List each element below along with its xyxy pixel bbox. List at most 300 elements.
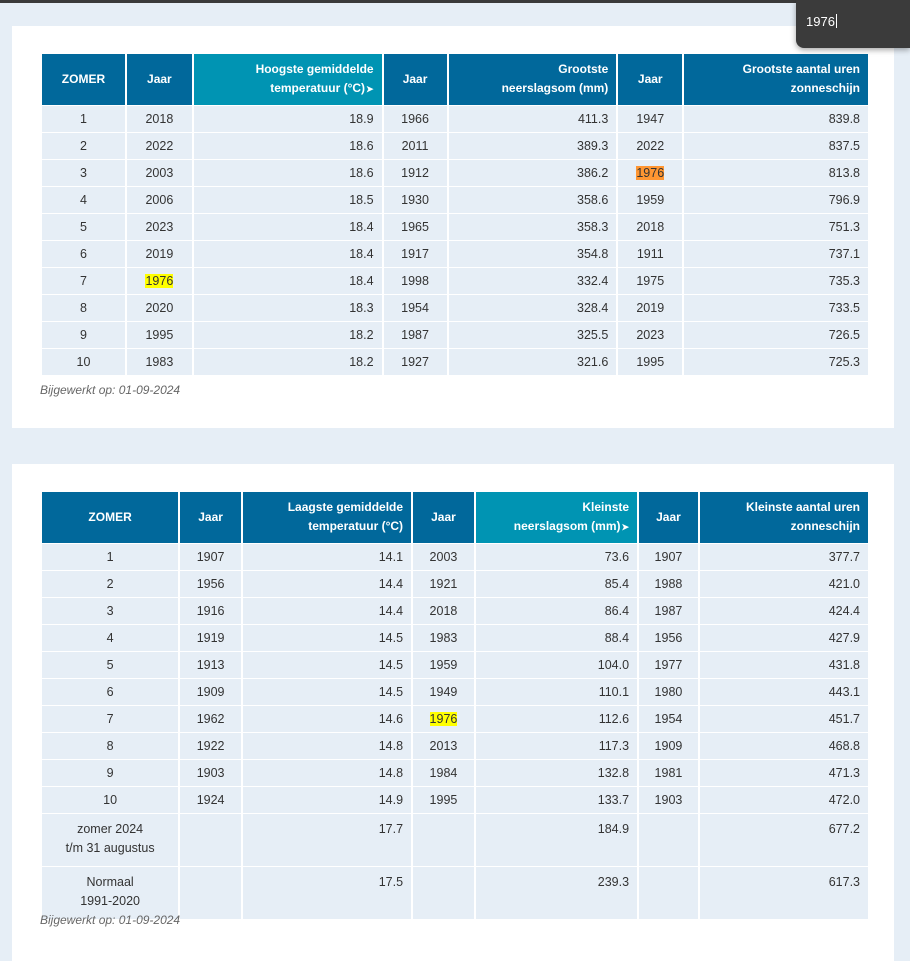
rank-cell-value: 3 [79,166,87,180]
sunshine-cell-value: 427.9 [828,631,860,645]
rank-cell [42,321,125,348]
summer-highest-table [40,54,870,375]
text-caret [836,14,837,28]
year-cell [639,651,698,678]
table-row [42,186,868,213]
temperature-cell [243,624,411,651]
year-cell [413,651,474,678]
table-row [42,651,868,678]
header-text-line1: Grootste [558,62,609,76]
precipitation-cell [449,267,617,294]
sunshine-cell-value: 813.8 [828,166,860,180]
year-cell-value: 1927 [401,355,429,369]
table-row [42,348,868,375]
sunshine-cell-value: 796.9 [828,193,860,207]
table-row [42,321,868,348]
year-cell [384,267,447,294]
rank-cell [42,213,125,240]
rank-cell-value: 3 [106,604,114,618]
year-cell-value: 1921 [429,577,458,591]
precipitation-cell [449,105,617,132]
temperature-cell-value: 18.6 [349,139,374,153]
year-cell [618,267,682,294]
year-cell-value: 1917 [401,247,429,261]
rank-cell-value: 7 [106,712,114,726]
year-cell [127,213,192,240]
precipitation-cell [476,759,637,786]
rank-cell [42,240,125,267]
year-cell-value: 1966 [401,112,429,126]
summary-label-line1: zomer 2024 [77,822,144,836]
sort-arrow-icon: ➤ [621,522,630,532]
rank-cell [42,105,125,132]
temperature-cell-value: 18.2 [349,355,374,369]
year-cell [618,186,682,213]
search-match-highlight: 1976 [429,712,458,726]
rank-cell-value: 5 [79,220,87,234]
precipitation-cell-value: 117.3 [598,739,630,753]
sunshine-cell [700,651,868,678]
sunshine-cell-value: 424.4 [828,604,860,618]
precipitation-cell-value: 332.4 [577,274,609,288]
rank-cell [42,705,178,732]
sunshine-cell [684,132,868,159]
header-text-line2: zonneschijn [790,519,860,533]
summary-label-line2: t/m 31 augustus [65,841,155,855]
year-cell [618,240,682,267]
rank-cell-value: 5 [106,658,114,672]
year-cell [180,597,241,624]
year-cell-value: 2019 [636,301,665,315]
updated-note [40,383,180,397]
precipitation-cell-value: 328.4 [577,301,609,315]
temperature-cell [243,597,411,624]
year-cell [127,159,192,186]
year-cell [413,705,474,732]
year-cell-value: 1916 [196,604,225,618]
sunshine-cell [684,240,868,267]
sunshine-cell-value: 751.3 [828,220,860,234]
sunshine-cell [684,348,868,375]
year-cell-value: 1995 [429,793,458,807]
temperature-cell [194,348,382,375]
precipitation-cell-value: 411.3 [577,112,609,126]
temperature-cell-value: 14.4 [378,577,404,591]
sunshine-cell [700,543,868,570]
find-input[interactable] [806,14,837,29]
precipitation-cell [449,348,617,375]
year-cell [618,213,682,240]
precipitation-cell-value: 239.3 [597,875,630,889]
year-cell-value: 2020 [145,301,174,315]
sunshine-cell [700,678,868,705]
year-cell-value: 1983 [429,631,458,645]
temperature-cell-value: 18.4 [349,220,374,234]
rank-cell [42,597,178,624]
rank-cell-value: 9 [106,766,114,780]
year-cell-value: 1907 [654,550,683,564]
table-row-summary [42,866,868,919]
year-cell-value: 1954 [401,301,429,315]
rank-cell-value: 9 [79,328,87,342]
year-cell [618,294,682,321]
year-cell-value: 2018 [429,604,458,618]
year-cell-value: 1909 [654,739,683,753]
header-text-line2: temperatuur (°C) [308,519,404,533]
sunshine-cell-value: 737.1 [828,247,860,261]
sunshine-cell [700,866,868,919]
temperature-cell-value: 18.5 [349,193,374,207]
header-text-line2: neerslagsom (mm) [513,519,621,533]
temperature-cell [243,732,411,759]
year-cell-value: 1987 [654,604,683,618]
find-in-page-box[interactable] [796,0,910,48]
sunshine-cell-value: 839.8 [828,112,860,126]
header-text-line2: temperatuur (°C) [270,81,366,95]
year-cell [639,624,698,651]
col-header-highest-temp[interactable] [194,54,382,105]
search-match-highlight: 1976 [636,166,665,180]
table-row [42,240,868,267]
year-cell-value: 1995 [636,355,665,369]
temperature-cell-value: 14.9 [378,793,404,807]
table-row [42,159,868,186]
temperature-cell-value: 14.8 [378,739,404,753]
sunshine-cell [684,294,868,321]
header-text-line2: zonneschijn [790,81,860,95]
temperature-cell [243,813,411,866]
header-text-line2: neerslagsom (mm) [501,81,609,95]
col-header-jaar[interactable]: Jaar [413,492,474,543]
precipitation-cell [476,786,637,813]
year-cell-value: 1977 [654,658,683,672]
col-header-jaar[interactable]: Jaar [180,492,241,543]
year-cell [618,132,682,159]
window-top-bar [0,0,910,3]
precipitation-cell-value: 88.4 [604,631,630,645]
year-cell [180,732,241,759]
year-cell [180,651,241,678]
temperature-cell-value: 14.5 [378,685,404,699]
year-cell [384,213,447,240]
find-query: 1976 [806,14,835,29]
table-row [42,267,868,294]
col-header-smallest-sun[interactable] [700,492,868,543]
rank-cell-value: 1 [79,112,87,126]
temperature-cell [194,294,382,321]
year-cell-value: 2018 [636,220,665,234]
sunshine-cell [700,813,868,866]
rank-cell [42,348,125,375]
year-cell [384,186,447,213]
precipitation-cell [476,678,637,705]
year-cell [384,159,447,186]
year-cell-value: 1980 [654,685,683,699]
header-text-line1: Hoogste gemiddelde [255,62,374,76]
precipitation-cell-value: 389.3 [577,139,609,153]
sunshine-cell-value: 471.3 [828,766,860,780]
precipitation-cell-value: 321.6 [577,355,609,369]
table-row [42,732,868,759]
sunshine-cell [684,321,868,348]
year-cell-value: 1984 [429,766,458,780]
year-cell-value: 1954 [654,712,683,726]
year-cell [639,597,698,624]
sunshine-cell [700,570,868,597]
year-cell [413,543,474,570]
table-row [42,678,868,705]
sunshine-cell-value: 733.5 [828,301,860,315]
precipitation-cell-value: 184.9 [597,822,630,836]
sunshine-cell-value: 451.7 [828,712,860,726]
updated-label: Bijgewerkt op: [40,383,116,397]
sunshine-cell [700,759,868,786]
header-text-line1: Grootste aantal uren [742,62,860,76]
empty-cell [639,866,698,919]
precipitation-cell-value: 112.6 [598,712,630,726]
year-cell [127,105,192,132]
rank-cell-value: 8 [106,739,114,753]
table-row [42,759,868,786]
sunshine-cell-value: 421.0 [828,577,860,591]
sunshine-cell [700,732,868,759]
temperature-cell [243,786,411,813]
year-cell-value: 1903 [196,766,225,780]
temperature-cell [243,705,411,732]
col-header-jaar[interactable]: Jaar [127,54,192,105]
col-header-zomer[interactable]: ZOMER [42,54,125,105]
year-cell-value: 1922 [196,739,225,753]
rank-cell [42,294,125,321]
year-cell-value: 2023 [636,328,665,342]
header-text-line1: Kleinste [582,500,630,514]
table-row [42,105,868,132]
precipitation-cell-value: 386.2 [577,166,609,180]
temperature-cell-value: 17.7 [378,822,404,836]
rank-cell-value: 6 [106,685,114,699]
year-cell [384,294,447,321]
summary-label-line1: Normaal [86,875,134,889]
precipitation-cell [449,132,617,159]
temperature-cell-value: 18.4 [349,247,374,261]
year-cell [384,132,447,159]
temperature-cell [243,866,411,919]
year-cell [127,240,192,267]
rank-cell [42,678,178,705]
sunshine-cell [684,213,868,240]
year-cell-value: 1956 [196,577,225,591]
year-cell-value: 2022 [636,139,665,153]
rank-cell-value: 4 [106,631,114,645]
sunshine-cell [684,159,868,186]
temperature-cell-value: 14.8 [378,766,404,780]
year-cell-value: 2013 [429,739,458,753]
temperature-cell-value: 18.3 [349,301,374,315]
year-cell-value: 1995 [145,328,174,342]
sunshine-cell-value: 725.3 [828,355,860,369]
temperature-cell-value: 18.9 [349,112,374,126]
sunshine-cell [684,186,868,213]
temperature-cell [194,213,382,240]
year-cell-value: 1913 [196,658,225,672]
rank-cell-value: 6 [79,247,87,261]
precipitation-cell [449,159,617,186]
year-cell-value: 1919 [196,631,225,645]
sunshine-cell [684,105,868,132]
col-header-jaar[interactable]: Jaar [618,54,682,105]
rank-cell [42,786,178,813]
year-cell [127,267,192,294]
temperature-cell [194,186,382,213]
year-cell-value: 1987 [401,328,429,342]
year-cell-value: 2019 [145,247,174,261]
year-cell [127,186,192,213]
year-cell-value: 1981 [654,766,683,780]
year-cell-value: 1959 [636,193,665,207]
year-cell-value: 1903 [654,793,683,807]
year-cell [639,732,698,759]
year-cell-value: 1962 [196,712,225,726]
table-row [42,213,868,240]
rank-cell-value: 4 [79,193,87,207]
temperature-cell [243,570,411,597]
precipitation-cell [476,543,637,570]
precipitation-cell-value: 104.0 [597,658,630,672]
rank-cell-value: 10 [76,355,91,369]
year-cell-value: 1965 [401,220,429,234]
year-cell [180,543,241,570]
table-row [42,624,868,651]
sunshine-cell-value: 468.8 [828,739,860,753]
sunshine-cell-value: 677.2 [828,822,860,836]
precipitation-cell [476,813,637,866]
temperature-cell [194,321,382,348]
year-cell [618,159,682,186]
precipitation-cell-value: 358.3 [577,220,609,234]
year-cell-value: 2011 [401,139,429,153]
temperature-cell [243,543,411,570]
temperature-cell [194,159,382,186]
year-cell [180,786,241,813]
summer-lowest-table-body [42,543,868,919]
col-header-largest-rain[interactable] [449,54,617,105]
year-cell [618,105,682,132]
year-cell-value: 1947 [636,112,665,126]
year-cell [413,624,474,651]
year-cell-value: 2006 [145,193,174,207]
precipitation-cell-value: 133.7 [597,793,630,807]
summary-label-line2: 1991-2020 [80,894,140,908]
precipitation-cell [449,240,617,267]
rank-cell [42,267,125,294]
temperature-cell [194,240,382,267]
sunshine-cell [700,624,868,651]
year-cell-value: 1959 [429,658,458,672]
year-cell-value: 1975 [636,274,665,288]
year-cell-value: 1930 [401,193,429,207]
col-header-lowest-temp[interactable] [243,492,411,543]
year-cell-value: 1956 [654,631,683,645]
year-cell-value: 2022 [145,139,174,153]
temperature-cell-value: 14.5 [378,631,404,645]
rank-cell-value: 8 [79,301,87,315]
rank-cell [42,624,178,651]
table-row-summary [42,813,868,866]
table-row [42,597,868,624]
empty-cell [639,813,698,866]
search-match-highlight: 1976 [145,274,174,288]
summer-records-highest-card [12,26,894,428]
summary-label-cell [42,866,178,919]
table-row [42,705,868,732]
year-cell [384,348,447,375]
rank-cell [42,570,178,597]
sunshine-cell-value: 443.1 [828,685,860,699]
sort-arrow-icon: ➤ [366,84,374,94]
updated-date: 01-09-2024 [118,383,181,397]
rank-cell [42,759,178,786]
year-cell [639,786,698,813]
sunshine-cell [700,705,868,732]
year-cell-value: 2003 [145,166,174,180]
rank-cell [42,159,125,186]
table-row [42,294,868,321]
precipitation-cell [449,213,617,240]
year-cell-value: 1912 [401,166,429,180]
rank-cell-value: 7 [79,274,87,288]
sunshine-cell-value: 472.0 [828,793,860,807]
year-cell-value: 2018 [145,112,174,126]
year-cell [413,732,474,759]
year-cell [639,705,698,732]
sunshine-cell-value: 837.5 [828,139,860,153]
year-cell [413,786,474,813]
precipitation-cell [476,624,637,651]
temperature-cell [194,132,382,159]
col-header-smallest-rain[interactable] [476,492,637,543]
col-header-largest-sun[interactable] [684,54,868,105]
year-cell [127,321,192,348]
empty-cell [180,866,241,919]
rank-cell [42,186,125,213]
header-text-line1: Kleinste aantal uren [745,500,860,514]
col-header-zomer[interactable]: ZOMER [42,492,178,543]
year-cell [180,759,241,786]
temperature-cell [194,105,382,132]
updated-label: Bijgewerkt op: [40,913,116,927]
rank-cell [42,651,178,678]
precipitation-cell [476,570,637,597]
precipitation-cell [449,294,617,321]
summer-highest-table-body [42,105,868,375]
temperature-cell-value: 18.2 [349,328,374,342]
year-cell-value: 1911 [636,247,664,261]
table-row [42,570,868,597]
summer-records-lowest-card [12,464,894,961]
updated-date: 01-09-2024 [118,913,181,927]
col-header-jaar[interactable]: Jaar [639,492,698,543]
sunshine-cell-value: 377.7 [828,550,860,564]
temperature-cell-value: 18.4 [349,274,374,288]
sunshine-cell [700,597,868,624]
year-cell [127,294,192,321]
sunshine-cell-value: 735.3 [828,274,860,288]
year-cell [413,570,474,597]
precipitation-cell [449,321,617,348]
col-header-jaar[interactable]: Jaar [384,54,447,105]
year-cell [180,705,241,732]
sunshine-cell-value: 726.5 [828,328,860,342]
